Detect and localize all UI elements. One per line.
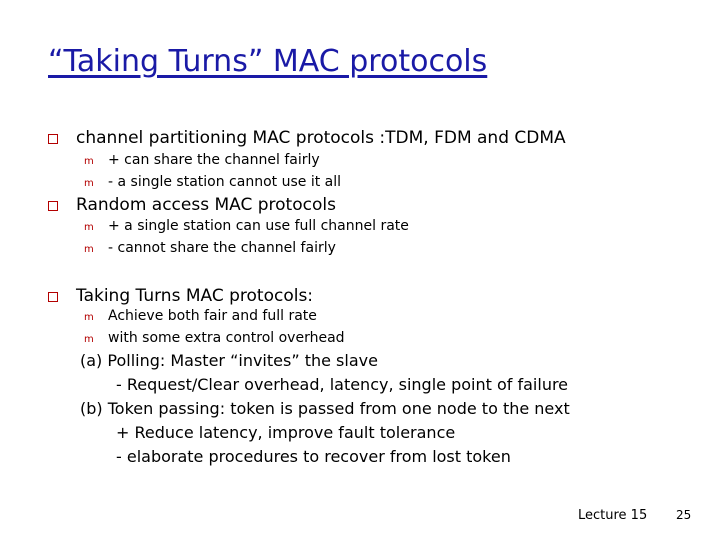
sub-bullet-marker-icon: m (84, 178, 94, 189)
bullet-marker-icon (48, 292, 58, 302)
sub-bullet-turns-2: with some extra control overhead (108, 330, 345, 346)
footer-lecture-label: Lecture 15 (578, 508, 648, 523)
sub-bullet-marker-icon: m (84, 334, 94, 345)
detail-polling: (a) Polling: Master “invites” the slave (80, 351, 378, 370)
bullet-marker-icon (48, 201, 58, 211)
detail-token-passing: (b) Token passing: token is passed from one node to the next (80, 399, 570, 418)
sub-bullet-random-1: + a single station can use full channel rate (108, 218, 409, 234)
sub-bullet-marker-icon: m (84, 312, 94, 323)
sub-bullet-channel-1: + can share the channel fairly (108, 152, 320, 168)
page-number: 25 (676, 508, 692, 522)
sub-bullet-turns-1: Achieve both fair and full rate (108, 308, 317, 324)
bullet-marker-icon (48, 134, 58, 144)
sub-bullet-marker-icon: m (84, 222, 94, 233)
bullet-channel-partitioning: channel partitioning MAC protocols :TDM, FDM and CDMA (76, 128, 566, 148)
bullet-taking-turns: Taking Turns MAC protocols: (76, 286, 314, 306)
slide-title: “Taking Turns” MAC protocols (48, 44, 488, 79)
sub-bullet-random-2: - cannot share the channel fairly (108, 240, 336, 256)
detail-polling-cons: - Request/Clear overhead, latency, single point of failure (116, 375, 569, 394)
sub-bullet-marker-icon: m (84, 244, 94, 255)
sub-bullet-marker-icon: m (84, 156, 94, 167)
detail-token-pros: + Reduce latency, improve fault tolerance (116, 423, 456, 442)
detail-token-cons: - elaborate procedures to recover from lost token (116, 447, 511, 466)
sub-bullet-channel-2: - a single station cannot use it all (108, 174, 342, 190)
bullet-random-access: Random access MAC protocols (76, 195, 336, 215)
